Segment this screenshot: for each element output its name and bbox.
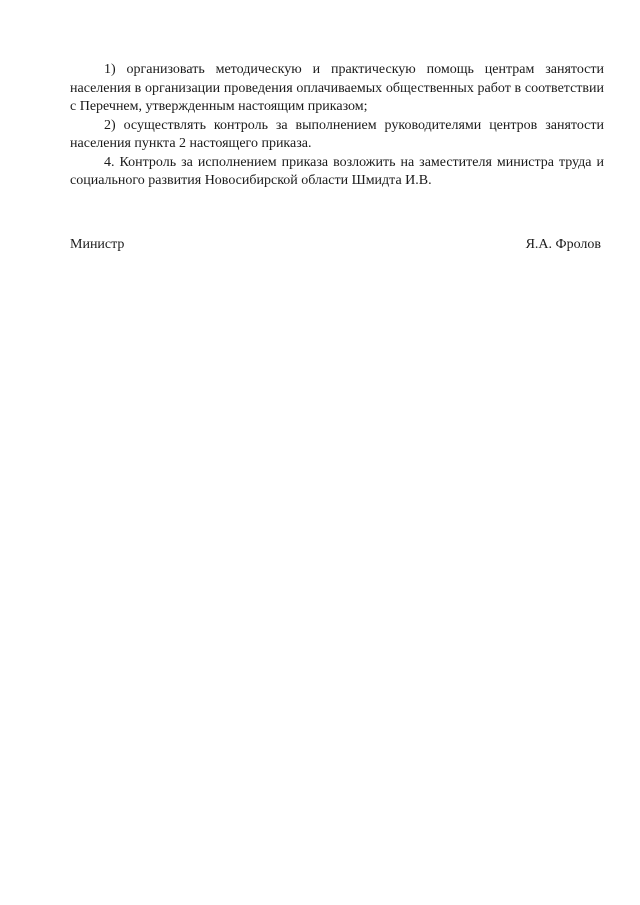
signature-block — [70, 236, 601, 254]
paragraph-item-2: 2) осуществлять контроль за выполнением руководителями центров занятости населения пункта 2 настоящего приказа. — [70, 117, 604, 151]
signature-title: Министр — [70, 237, 125, 252]
signature-name: Я.А. Фролов — [525, 237, 601, 252]
paragraph-control: 4. Контроль за исполнением приказа возложить на заместителя министра труда и социального развития Новосибирской области Шмидта И.В. — [70, 154, 604, 188]
paragraph-item-1: 1) организовать методическую и практическую помощь центрам занятости населения в организации проведения оплачиваемых общественных работ в соответствии с Перечнем, утвержденным настоящим приказом; — [70, 62, 604, 114]
document-body — [70, 61, 604, 191]
